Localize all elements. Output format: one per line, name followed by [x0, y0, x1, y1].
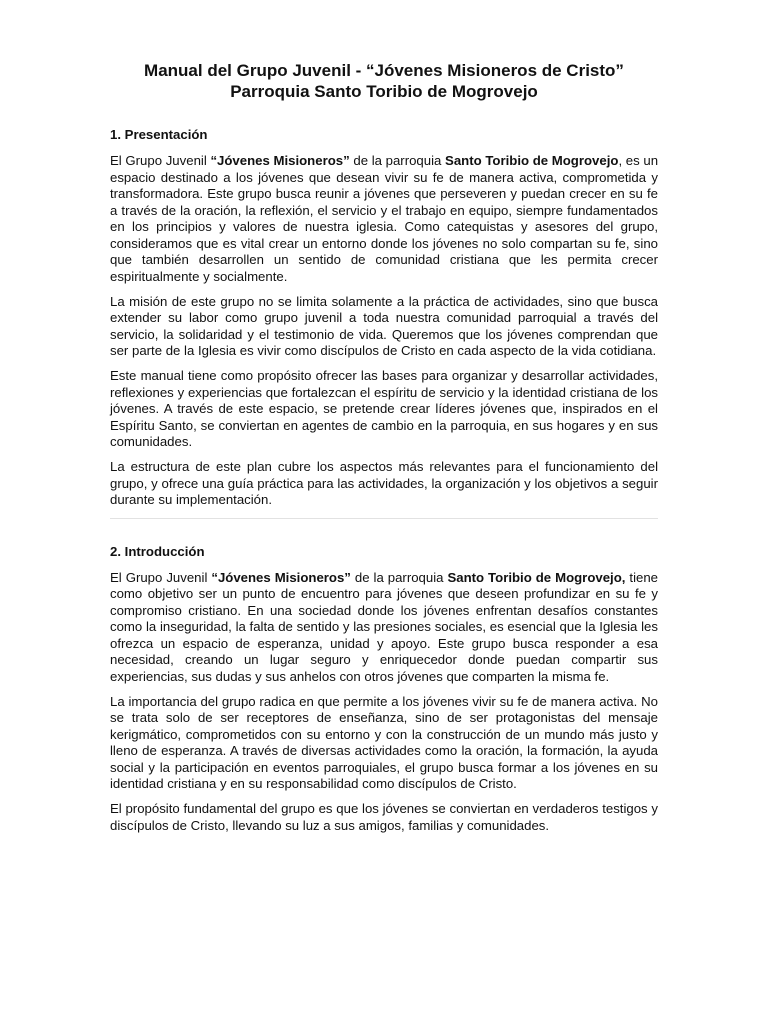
document-title: [110, 60, 658, 102]
text-run: tiene como objetivo ser un punto de encuentro para jóvenes que deseen profundizar en su fe y compromiso cristiano. En una sociedad donde los jóvenes enfrentan desafíos constantes como la inseguridad, la falta de sentido y las presiones sociales, es esencial que la Iglesia les ofrezca un espacio de esperanza, unidad y apoyo. Este grupo busca responder a esa necesidad, creando un lugar seguro y enriquecedor donde puedan compartir sus experiencias, sus dudas y sus anhelos con otros jóvenes que comparten la misma fe.: [110, 569, 659, 684]
parish-name: Santo Toribio de Mogrovejo,: [447, 569, 626, 585]
text-run: de la parroquia: [350, 569, 448, 585]
text-run: El Grupo Juvenil: [110, 153, 211, 168]
parish-name: Santo Toribio de Mogrovejo: [445, 153, 619, 168]
section-presentacion: [110, 126, 658, 509]
paragraph: La importancia del grupo radica en que permite a los jóvenes vivir su fe de manera activa. No se trata solo de ser receptores de enseñanza, sino de ser protagonistas del mensaje kerigmático, comprometidos con su entorno y con la construcción de un mundo más justo y lleno de esperanza. A través de diversas actividades como la oración, la formación, la ayuda social y la participación en eventos parroquiales, el grupo busca formar a los jóvenes en su identidad cristiana y en su responsabilidad como discípulos de Cristo.: [110, 693, 658, 791]
paragraph: El propósito fundamental del grupo es que los jóvenes se conviertan en verdaderos testigos y discípulos de Cristo, llevando su luz a sus amigos, familias y comunidades.: [110, 801, 658, 833]
title-line-1: Manual del Grupo Juvenil - “Jóvenes Misioneros de Cristo”: [144, 61, 624, 80]
text-run: El Grupo Juvenil: [110, 569, 212, 585]
group-name: “Jóvenes Misioneros”: [210, 153, 350, 168]
paragraph: [110, 570, 658, 686]
paragraph: La estructura de este plan cubre los aspectos más relevantes para el funcionamiento del grupo, y ofrece una guía práctica para las actividades, la organización y los objetivos a seguir durante su implementación.: [110, 459, 658, 507]
section-introduccion: [110, 543, 658, 835]
paragraph: [110, 153, 658, 285]
text-run: , es un espacio destinado a los jóvenes que desean vivir su fe de manera activa, comprometida y transformadora. Este grupo busca reunir a jóvenes que perseveren y puedan crecer en su fe a través de la oración, la reflexión, el servicio y el trabajo en equipo, siempre fundamentados en los principios y valores de nuestra iglesia. Como catequistas y asesores del grupo, consideramos que es vital crear un entorno donde los jóvenes no solo compartan su fe, sino que también desarrollen un sentido de comunidad cristiana que les permita crecer espiritualmente y socialmente.: [110, 153, 659, 284]
section-heading: 2. Introducción: [110, 543, 205, 559]
paragraph: La misión de este grupo no se limita solamente a la práctica de actividades, sino que busca extender su labor como grupo juvenil a toda nuestra comunidad parroquial a través del servicio, la solidaridad y el testimonio de vida. Queremos que los jóvenes comprendan que ser parte de la Iglesia es vivir como discípulos de Cristo en cada aspecto de la vida cotidiana.: [110, 293, 658, 358]
section-heading: 1. Presentación: [110, 127, 208, 142]
title-line-2: Parroquia Santo Toribio de Mogrovejo: [230, 82, 538, 101]
paragraph: Este manual tiene como propósito ofrecer las bases para organizar y desarrollar actividades, reflexiones y experiencias que fortalezcan el espíritu de servicio y la identidad cristiana de los jóvenes. A través de este espacio, se pretende crear líderes jóvenes que, inspirados en el Espíritu Santo, se conviertan en agentes de cambio en la parroquia, en sus hogares y en sus comunidades.: [110, 368, 658, 449]
group-name: “Jóvenes Misioneros”: [211, 569, 351, 585]
section-divider: [110, 518, 658, 519]
text-run: de la parroquia: [349, 153, 446, 168]
